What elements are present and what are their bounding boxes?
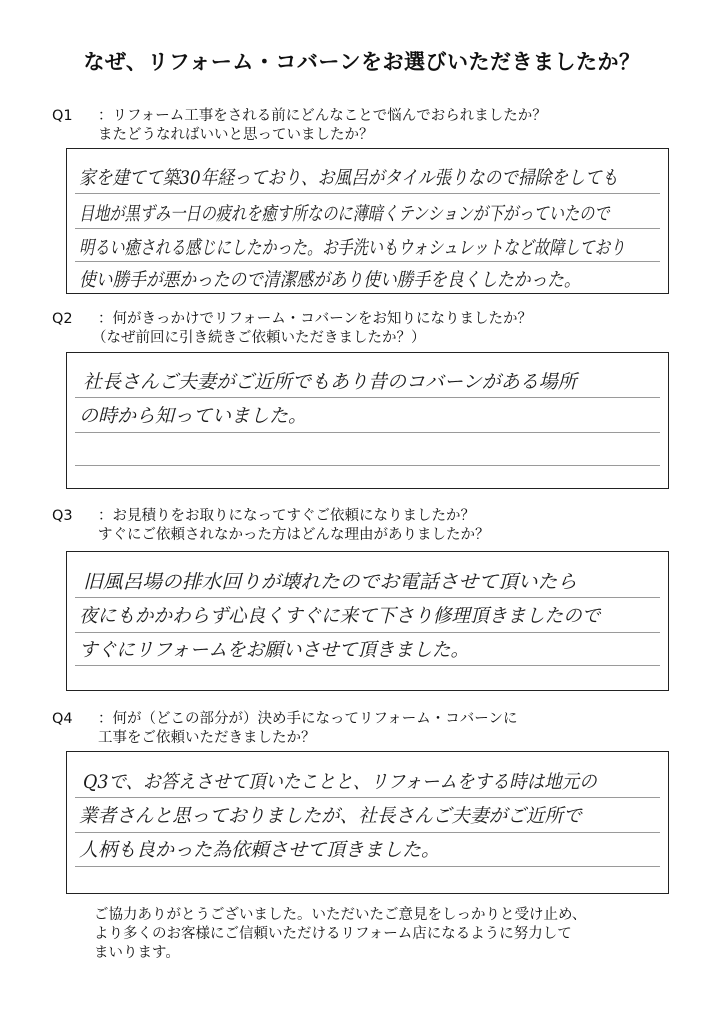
- question-text: ：何がきっかけでリフォーム・コバーンをお知りになりましたか？: [98, 311, 532, 327]
- question-number: Q1: [52, 108, 73, 124]
- ruled-line: [75, 465, 660, 466]
- page-title: なぜ、リフォーム・コバーンをお選びいただきましたか？: [83, 50, 641, 74]
- question-text: （なぜ前回に引き続きご依頼いただきましたか？）: [92, 330, 426, 346]
- handwritten-answer-line: 旧風呂場の排水回りが壊れたのでお電話させて頂いたら: [83, 571, 578, 593]
- question-text: ：リフォーム工事をされる前にどんなことで悩んでおられましたか？: [98, 108, 547, 124]
- handwritten-answer-line: Q3で、お答えさせて頂いたことと、リフォームをする時は地元の: [83, 771, 597, 793]
- closing-line: より多くのお客様にご信頼いただけるリフォーム店になるように努力して: [94, 926, 572, 942]
- closing-message: [94, 906, 684, 963]
- handwritten-answer-line: 社長さんご夫妻がご近所でもあり昔のコバーンがある場所: [83, 371, 577, 393]
- handwritten-answer-line: 使い勝手が悪かったので清潔感があり使い勝手を良くしたかった。: [79, 269, 581, 291]
- handwritten-answer-line: 業者さんと思っておりましたが、社長さんご夫妻がご近所で: [79, 805, 582, 827]
- ruled-line: [75, 797, 660, 798]
- question-text: ：お見積りをお取りになってすぐご依頼になりましたか？: [98, 508, 475, 524]
- ruled-line: [75, 261, 660, 262]
- question-number: Q2: [52, 311, 73, 327]
- question-text: またどうなればいいと思っていましたか？: [98, 127, 374, 143]
- answer-box-4: [66, 751, 669, 894]
- closing-line: ご協力ありがとうございました。いただいたご意見をしっかりと受け止め、: [94, 907, 587, 923]
- ruled-line: [75, 832, 660, 833]
- question-2: [52, 310, 532, 348]
- handwritten-answer-line: 目地が黒ずみ一日の疲れを癒す所なのに薄暗くテンションが下がっていたので: [79, 203, 610, 225]
- question-number: Q3: [52, 508, 73, 524]
- ruled-line: [75, 597, 660, 598]
- question-text: ：何が（どこの部分が）決め手になってリフォーム・コバーンに: [98, 711, 518, 727]
- question-3: [52, 507, 490, 545]
- ruled-line: [75, 397, 660, 398]
- ruled-line: [75, 632, 660, 633]
- ruled-line: [75, 228, 660, 229]
- handwritten-answer-line: 人柄も良かった為依頼させて頂きました。: [79, 839, 441, 861]
- question-number: Q4: [52, 711, 73, 727]
- ruled-line: [75, 432, 660, 433]
- answer-box-3: [66, 551, 669, 691]
- ruled-line: [75, 866, 660, 867]
- answer-box-1: [66, 148, 669, 294]
- ruled-line: [75, 665, 660, 666]
- question-4: [52, 710, 517, 748]
- question-text: 工事をご依頼いただきましたか？: [98, 730, 316, 746]
- handwritten-answer-line: 明るい癒される感じにしたかった。お手洗いもウォシュレットなど故障しており: [79, 237, 626, 259]
- handwritten-answer-line: 夜にもかかわらず心良くすぐに来て下さり修理頂きましたので: [79, 605, 601, 627]
- handwritten-answer-line: 家を建てて築30年経っており、お風呂がタイル張りなので掃除をしても: [79, 167, 619, 189]
- answer-box-2: [66, 352, 669, 489]
- closing-line: まいります。: [94, 945, 180, 961]
- handwritten-answer-line: の時から知っていました。: [79, 405, 308, 427]
- question-1: [52, 107, 547, 145]
- handwritten-answer-line: すぐにリフォームをお願いさせて頂きました。: [79, 639, 470, 661]
- ruled-line: [75, 193, 660, 194]
- question-text: すぐにご依頼されなかった方はどんな理由がありましたか？: [98, 527, 490, 543]
